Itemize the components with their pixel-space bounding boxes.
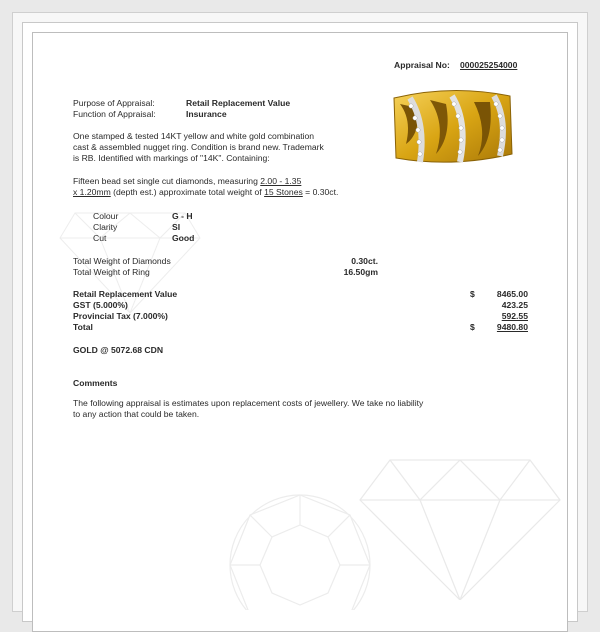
price-label-gst: GST (5.000%) (73, 300, 128, 310)
appraisal-number-label: Appraisal No: (394, 60, 450, 70)
grading-label-colour: Colour (93, 211, 119, 221)
grading-value-cut: Good (172, 233, 195, 243)
diamond-stone-count: 15 Stones (264, 187, 303, 197)
appraisal-number: 000025254000 (460, 60, 518, 70)
weight-ring-label: Total Weight of Ring (73, 267, 150, 277)
grading-value-clarity: SI (172, 222, 181, 232)
currency-symbol: $ (470, 289, 475, 299)
diamond-description-line-2 (73, 187, 338, 197)
purpose-label: Purpose of Appraisal: (73, 98, 155, 108)
description-line-2: cast & assembled nugget ring. Condition is brand new. Trademark (73, 142, 324, 152)
diamond-text: = 0.30ct. (302, 187, 339, 197)
gold-price: GOLD @ 5072.68 CDN (73, 345, 164, 355)
grading-value-colour: G - H (172, 211, 193, 221)
currency-symbol-total: $ (470, 322, 475, 332)
grading-label-cut: Cut (93, 233, 107, 243)
price-value-retail: 8465.00 (496, 289, 528, 299)
diamond-text: (depth est.) approximate total weight of (110, 187, 265, 197)
price-value-total: 9480.80 (496, 322, 528, 332)
price-label-total: Total (73, 322, 93, 332)
weight-ring-value: 16.50gm (343, 267, 378, 277)
diamond-measurement: 2.00 - 1.35 (260, 176, 302, 186)
description-line-1: One stamped & tested 14KT yellow and white gold combination (73, 131, 315, 141)
diamond-text: Fifteen bead set single cut diamonds, measuring (73, 176, 261, 186)
comments-line-1: The following appraisal is estimates upon replacement costs of jewellery. We take no liability (73, 398, 424, 408)
price-label-retail: Retail Replacement Value (73, 289, 178, 299)
price-label-provincial-tax: Provincial Tax (7.000%) (73, 311, 168, 321)
function-value: Insurance (186, 109, 227, 119)
description-line-3: is RB. Identified with markings of "14K". Containing: (73, 153, 270, 163)
grading-label-clarity: Clarity (93, 222, 118, 232)
price-value-gst: 423.25 (501, 300, 528, 310)
weight-diamonds-value: 0.30ct. (351, 256, 378, 266)
price-value-provincial-tax: 592.55 (501, 311, 528, 321)
diamond-depth: x 1.20mm (73, 187, 111, 197)
weight-diamonds-label: Total Weight of Diamonds (73, 256, 171, 266)
comments-heading: Comments (73, 378, 118, 388)
purpose-value: Retail Replacement Value (186, 98, 291, 108)
comments-line-2: to any action that could be taken. (73, 409, 200, 419)
function-label: Function of Appraisal: (73, 109, 156, 119)
ring-photo (390, 84, 514, 172)
diamond-description-line-1 (73, 176, 301, 186)
